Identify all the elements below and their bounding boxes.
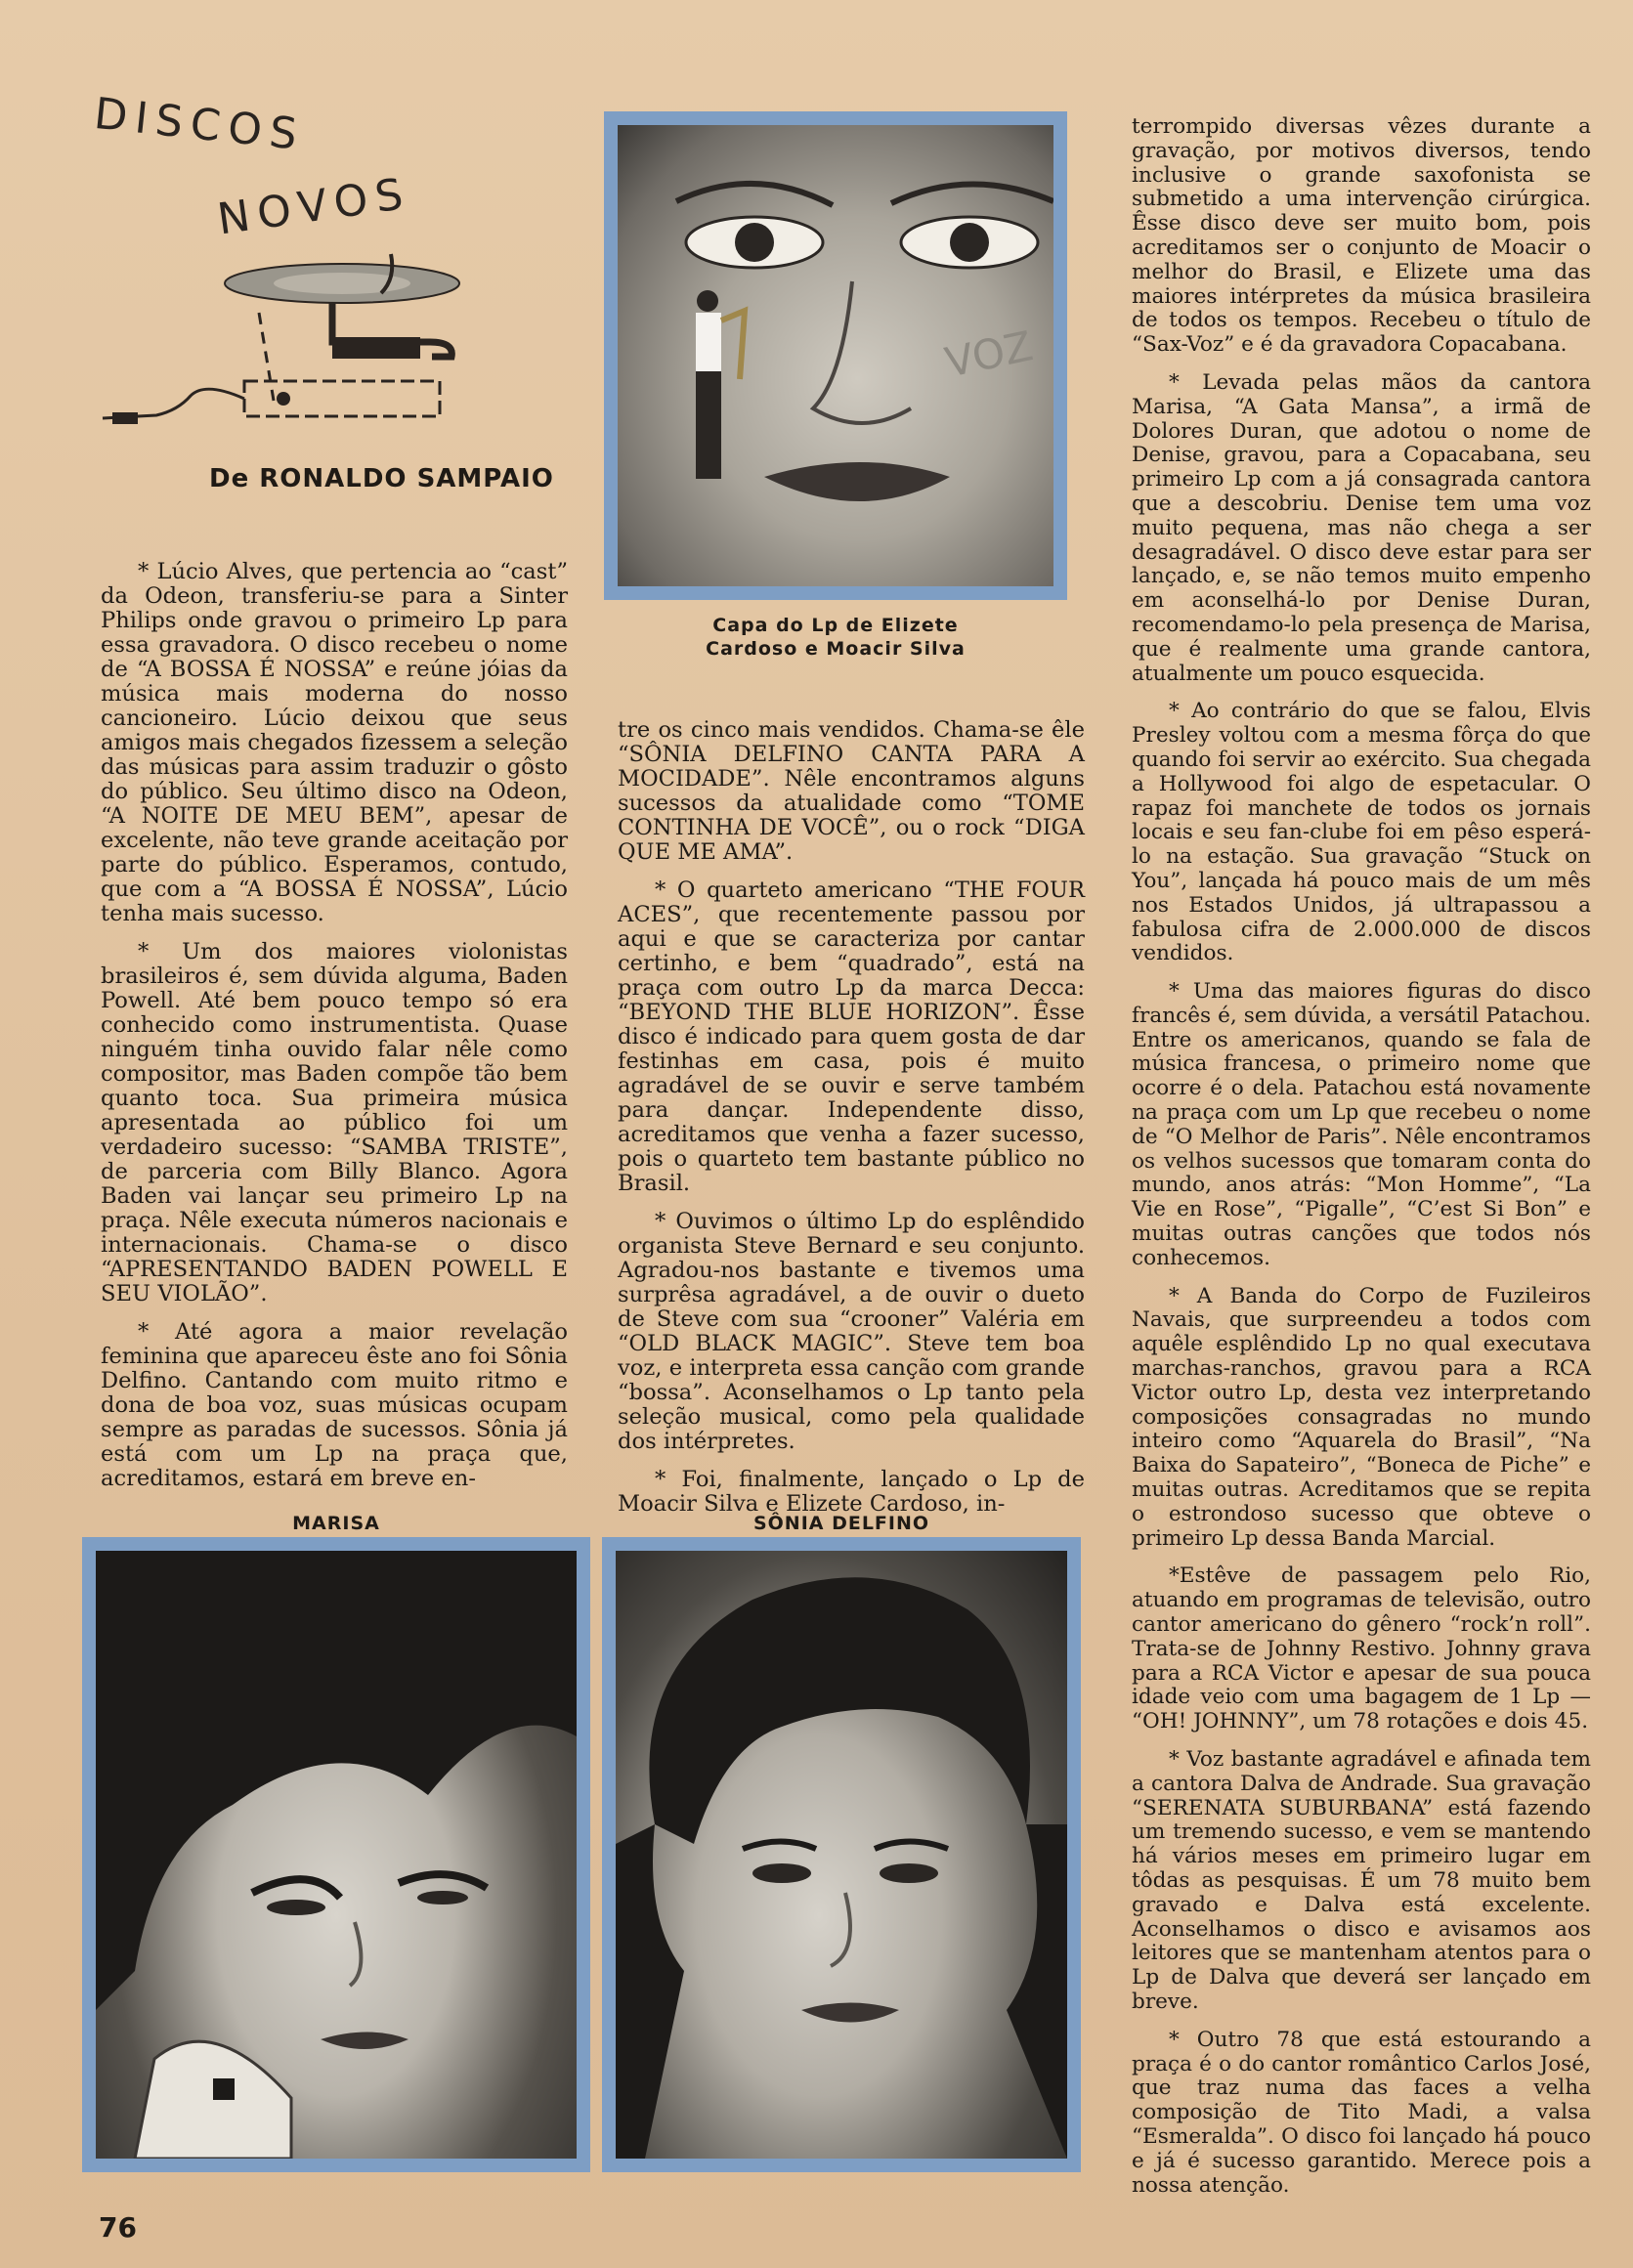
paragraph: * Um dos maiores violonistas brasileiros é, sem dúvida alguma, Baden Powell. Até bem pouco tempo só era conhecido como instrumentista. Quase ninguém tinha ouvido falar nêle como compositor, mas Baden compõe tão bem quanto toca. Sua primeira música apresentada ao público foi um verdadeiro sucesso: “SAMBA TRISTE”, de parceria com Billy Blanco. Agora Baden vai lançar seu primeiro Lp na praça. Nêle executa números nacionais e internacionais. Chama-se o disco “APRESENTANDO BADEN POWELL E SEU VIOLÃO”.	[101, 939, 568, 1306]
sonia-label: SÔNIA DELFINO	[752, 1513, 930, 1534]
title-novos: NOVOS	[214, 168, 414, 245]
lp-cover-photo	[604, 111, 1067, 600]
marisa-label: MARISA	[292, 1513, 380, 1534]
article-column-3	[1132, 115, 1591, 2211]
paragraph: * Foi, finalmente, lançado o Lp de Moacir Silva e Elizete Cardoso, in-	[618, 1467, 1085, 1517]
paragraph: *Estêve de passagem pelo Rio, atuando em programas de televisão, outro cantor americano do gênero “rock’n roll”. Trata-se de Johnny Restivo. Johnny grava para a RCA Victor e apesar de sua pouca idade veio com uma bagagem de 1 Lp — “OH! JOHNNY”, um 78 rotações e dois 45.	[1132, 1563, 1591, 1734]
paragraph: terrompido diversas vêzes durante a gravação, por motivos diversos, tendo inclusive o grande saxofonista se submetido a uma intervenção cirúrgica. Êsse disco deve ser muito bom, pois acreditamos ser o conjunto de Moacir o melhor do Brasil, e Elizete uma das maiores intérpretes da música brasileira de todos os tempos. Recebeu o título de “Sax-Voz” e é da gravadora Copacabana.	[1132, 114, 1591, 358]
paragraph: * Lúcio Alves, que pertencia ao “cast” da Odeon, transferiu-se para a Sinter Philips onde gravou o primeiro Lp para essa gravadora. O disco recebeu o nome de “A BOSSA É NOSSA” e reúne jóias da música mais moderna do nosso cancioneiro. Lúcio deixou que seus amigos mais chegados fizessem a seleção das músicas para assim traduzir o gôsto do público. Seu último disco na Odeon, “A NOITE DE MEU BEM”, apesar de excelente, não teve grande aceitação por parte do público. Esperamos, contudo, que com a “A BOSSA É NOSSA”, Lúcio tenha mais sucesso.	[101, 559, 568, 926]
lp-cover-title: VOZ	[940, 321, 1037, 387]
paragraph: tre os cinco mais vendidos. Chama-se êle “SÔNIA DELFINO CANTA PARA A MOCIDADE”. Nêle encontramos alguns sucessos da atualidade como “TOME CONTINHA DE VOCÊ”, ou o rock “DIGA QUE ME AMA”.	[618, 717, 1085, 865]
paragraph: * Outro 78 que está estourando a praça é o do cantor romântico Carlos José, que traz numa das faces a velha composição de Tito Madi, a valsa “Esmeralda”. O disco foi lançado há pouco e já é sucesso garantido. Merece pois a nossa atenção.	[1132, 2027, 1591, 2198]
page-number: 76	[99, 2211, 137, 2244]
paragraph: * A Banda do Corpo de Fuzileiros Navais, que surpreendeu a todos com aquêle esplêndido Lp no qual executava marchas-ranchos, gravou para a RCA Victor outro Lp, desta vez interpretando composições consagradas no mundo inteiro como “Aquarela do Brasil”, “Na Baixa do Sapateiro”, “Boneca de Piche” e muitas outras. Acreditamos que se repita o estrondoso sucesso que obteve o primeiro Lp dessa Banda Marcial.	[1132, 1283, 1591, 1551]
sonia-portrait	[616, 1551, 1067, 2159]
paragraph: * Até agora a maior revelação feminina que apareceu êste ano foi Sônia Delfino. Cantando com muito ritmo e dona de boa voz, suas músicas ocupam sempre as paradas de sucessos. Sônia já está com um Lp na praça que, acreditamos, estará em breve en-	[101, 1319, 568, 1491]
article-column-1	[101, 560, 568, 1505]
record-player-icon	[98, 235, 528, 440]
paragraph: * Ao contrário do que se falou, Elvis Presley voltou com a mesma fôrça do que quando foi servir ao exército. Sua chegada a Hollywood foi algo de espetacular. O rapaz foi manchete de todos os jornais locais e seu fan-clube foi em pêso esperá-lo na estação. Sua gravação “Stuck on You”, lançada há pouco mais de um mês nos Estados Unidos, já ultrapassou a fabulosa cifra de 2.000.000 de discos vendidos.	[1132, 699, 1591, 966]
sonia-photo	[602, 1537, 1081, 2172]
marisa-portrait	[96, 1551, 577, 2159]
paragraph: * Levada pelas mãos da cantora Marisa, “A Gata Mansa”, a irmã de Dolores Duran, que adotou o nome de Denise, gravou, para a Copacabana, seu primeiro Lp com a já consagrada cantora que a descobriu. Denise tem uma voz muito pequena, mas não chega a ser desagradável. O disco deve estar para ser lançado, e, se não temos muito empenho em aconselhá-lo por Denise Duran, recomendamo-lo pela presença de Marisa, que é realmente uma grande cantora, atualmente um pouco esquecida.	[1132, 369, 1591, 686]
paragraph: * O quarteto americano “THE FOUR ACES”, que recentemente passou por aqui e que se caracteriza por cantar certinho, e bem “quadrado”, está na praça com outro Lp da marca Decca: “BEYOND THE BLUE HORIZON”. Êsse disco é indicado para quem gosta de dar festinhas em casa, pois é muito agradável de se ouvir e serve também para dançar. Independente disso, acreditamos que venha a fazer sucesso, pois o quarteto tem bastante público no Brasil.	[618, 877, 1085, 1196]
paragraph: * Ouvimos o último Lp do esplêndido organista Steve Bernard e seu conjunto. Agradou-nos bastante e tivemos uma surprêsa agradável, a de ouvir o dueto de Steve com sua “crooner” Valéria em “OLD BLACK MAGIC”. Steve tem boa voz, e interpreta essa canção com grande “bossa”. Aconselhamos o Lp tanto pela seleção musical, como pela qualidade dos intérpretes.	[618, 1209, 1085, 1454]
article-column-2	[618, 718, 1085, 1530]
lp-cover-caption: Capa do Lp de Elizete Cardoso e Moacir Silva	[706, 615, 966, 660]
title-discos: DISCOS	[91, 88, 308, 161]
marisa-photo	[82, 1537, 590, 2172]
byline: De RONALDO SAMPAIO	[209, 464, 554, 493]
paragraph: * Voz bastante agradável e afinada tem a cantora Dalva de Andrade. Sua gravação “SERENATA SUBURBANA” está fazendo um tremendo sucesso, e vem se mantendo há vários meses em primeiro lugar em tôdas as pesquisas. É um 78 muito bem gravado e Dalva está excelente. Aconselhamos o disco e avisamos aos leitores que se mantenham atentos para o Lp de Dalva que deverá ser lançado em breve.	[1132, 1747, 1591, 2014]
paragraph: * Uma das maiores figuras do disco francês é, sem dúvida, a versátil Patachou. Entre os americanos, quando se fala de música francesa, o primeiro nome que ocorre é o dela. Patachou está novamente na praça com um Lp que recebeu o nome de “O Melhor de Paris”. Nêle encontramos os velhos sucessos que tomaram conta do mundo, anos atrás: “Mon Homme”, “La Vie en Rose”, “Pigalle”, “C’est Si Bon” e muitas outras canções que todos nós conhecemos.	[1132, 979, 1591, 1270]
